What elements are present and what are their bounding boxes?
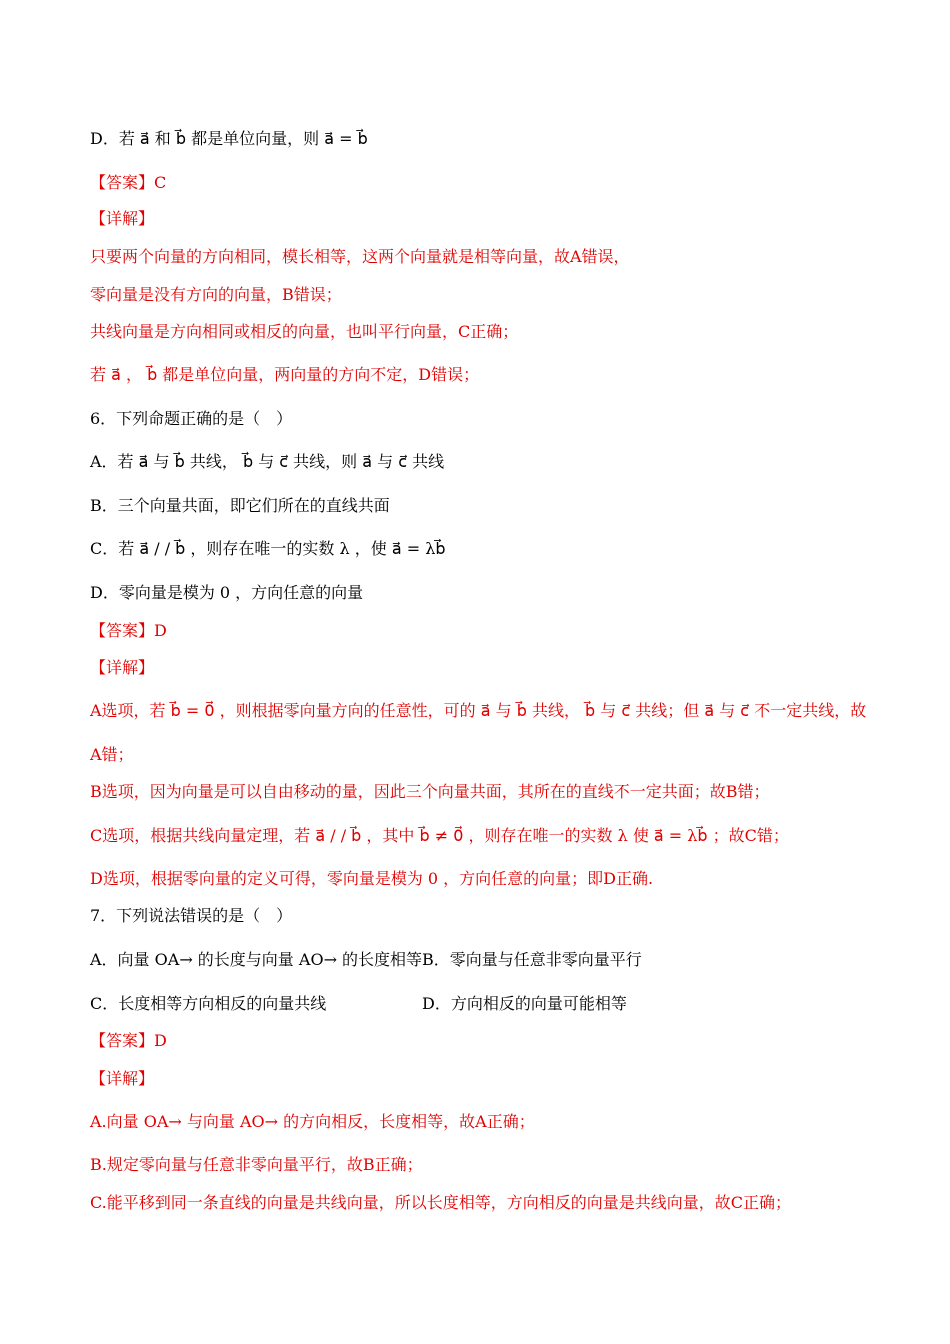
q5-answer: 【答案】C [90,173,167,192]
q7-option-c: C．长度相等方向相反的向量共线 [90,994,327,1013]
q7-option-b: B．零向量与任意非零向量平行 [422,950,642,969]
q5-detail-label: 【详解】 [90,209,155,228]
q6-explanation-1: A选项，若 b⃗ = 0⃗ ，则根据零向量方向的任意性，可的 a⃗ 与 b⃗ 共线， b⃗ 与 c⃗ 共线；但 a⃗ 与 c⃗ 不一定共线，故 [90,701,867,720]
q6-answer: 【答案】D [90,621,167,640]
q5-explanation-3: 共线向量是方向相同或相反的向量，也叫平行向量，C正确； [90,322,519,341]
q5-explanation-2: 零向量是没有方向的向量，B错误； [90,285,342,304]
q6-option-b: B．三个向量共面，即它们所在的直线共面 [90,496,390,515]
q6-option-c: C．若 a⃗ / / b⃗ ，则存在唯一的实数 λ ，使 a⃗ = λb⃗ [90,539,446,558]
q5-explanation-4: 若 a⃗ ， b⃗ 都是单位向量，两向量的方向不定，D错误； [90,365,480,384]
q7-explanation-2: B.规定零向量与任意非零向量平行，故B正确； [90,1155,423,1174]
q7-detail-label: 【详解】 [90,1069,155,1088]
q7-explanation-1: A.向量 OA→ 与向量 AO→ 的方向相反，长度相等，故A正确； [90,1112,535,1131]
q7-answer: 【答案】D [90,1031,167,1050]
q7-option-d: D．方向相反的向量可能相等 [422,994,627,1013]
q6-question: 6．下列命题正确的是（ ） [90,409,293,428]
q6-explanation-3: B选项，因为向量是可以自由移动的量，因此三个向量共面，其所在的直线不一定共面；故B错； [90,782,770,801]
q7-question: 7．下列说法错误的是（ ） [90,906,293,925]
q6-option-a: A．若 a⃗ 与 b⃗ 共线， b⃗ 与 c⃗ 共线，则 a⃗ 与 c⃗ 共线 [90,452,445,471]
q6-detail-label: 【详解】 [90,658,155,677]
q7-option-a: A．向量 OA→ 的长度与向量 AO→ 的长度相等 [90,950,423,969]
q5-option-d: D．若 a⃗ 和 b⃗ 都是单位向量，则 a⃗ = b⃗ [90,129,368,148]
q5-explanation-1: 只要两个向量的方向相同，模长相等，这两个向量就是相等向量，故A错误， [90,247,630,266]
q6-explanation-5: D选项，根据零向量的定义可得，零向量是模为 0 ，方向任意的向量；即D正确. [90,869,654,888]
q6-option-d: D．零向量是模为 0 ，方向任意的向量 [90,583,364,602]
q6-explanation-4: C选项，根据共线向量定理，若 a⃗ / / b⃗ ，其中 b⃗ ≠ 0⃗ ，则存在唯一的实数 λ 使 a⃗ = λb⃗ ；故C错； [90,826,789,845]
q6-explanation-2: A错； [90,745,134,764]
q7-explanation-3: C.能平移到同一条直线的向量是共线向量，所以长度相等，方向相反的向量是共线向量，故C正确； [90,1193,792,1212]
